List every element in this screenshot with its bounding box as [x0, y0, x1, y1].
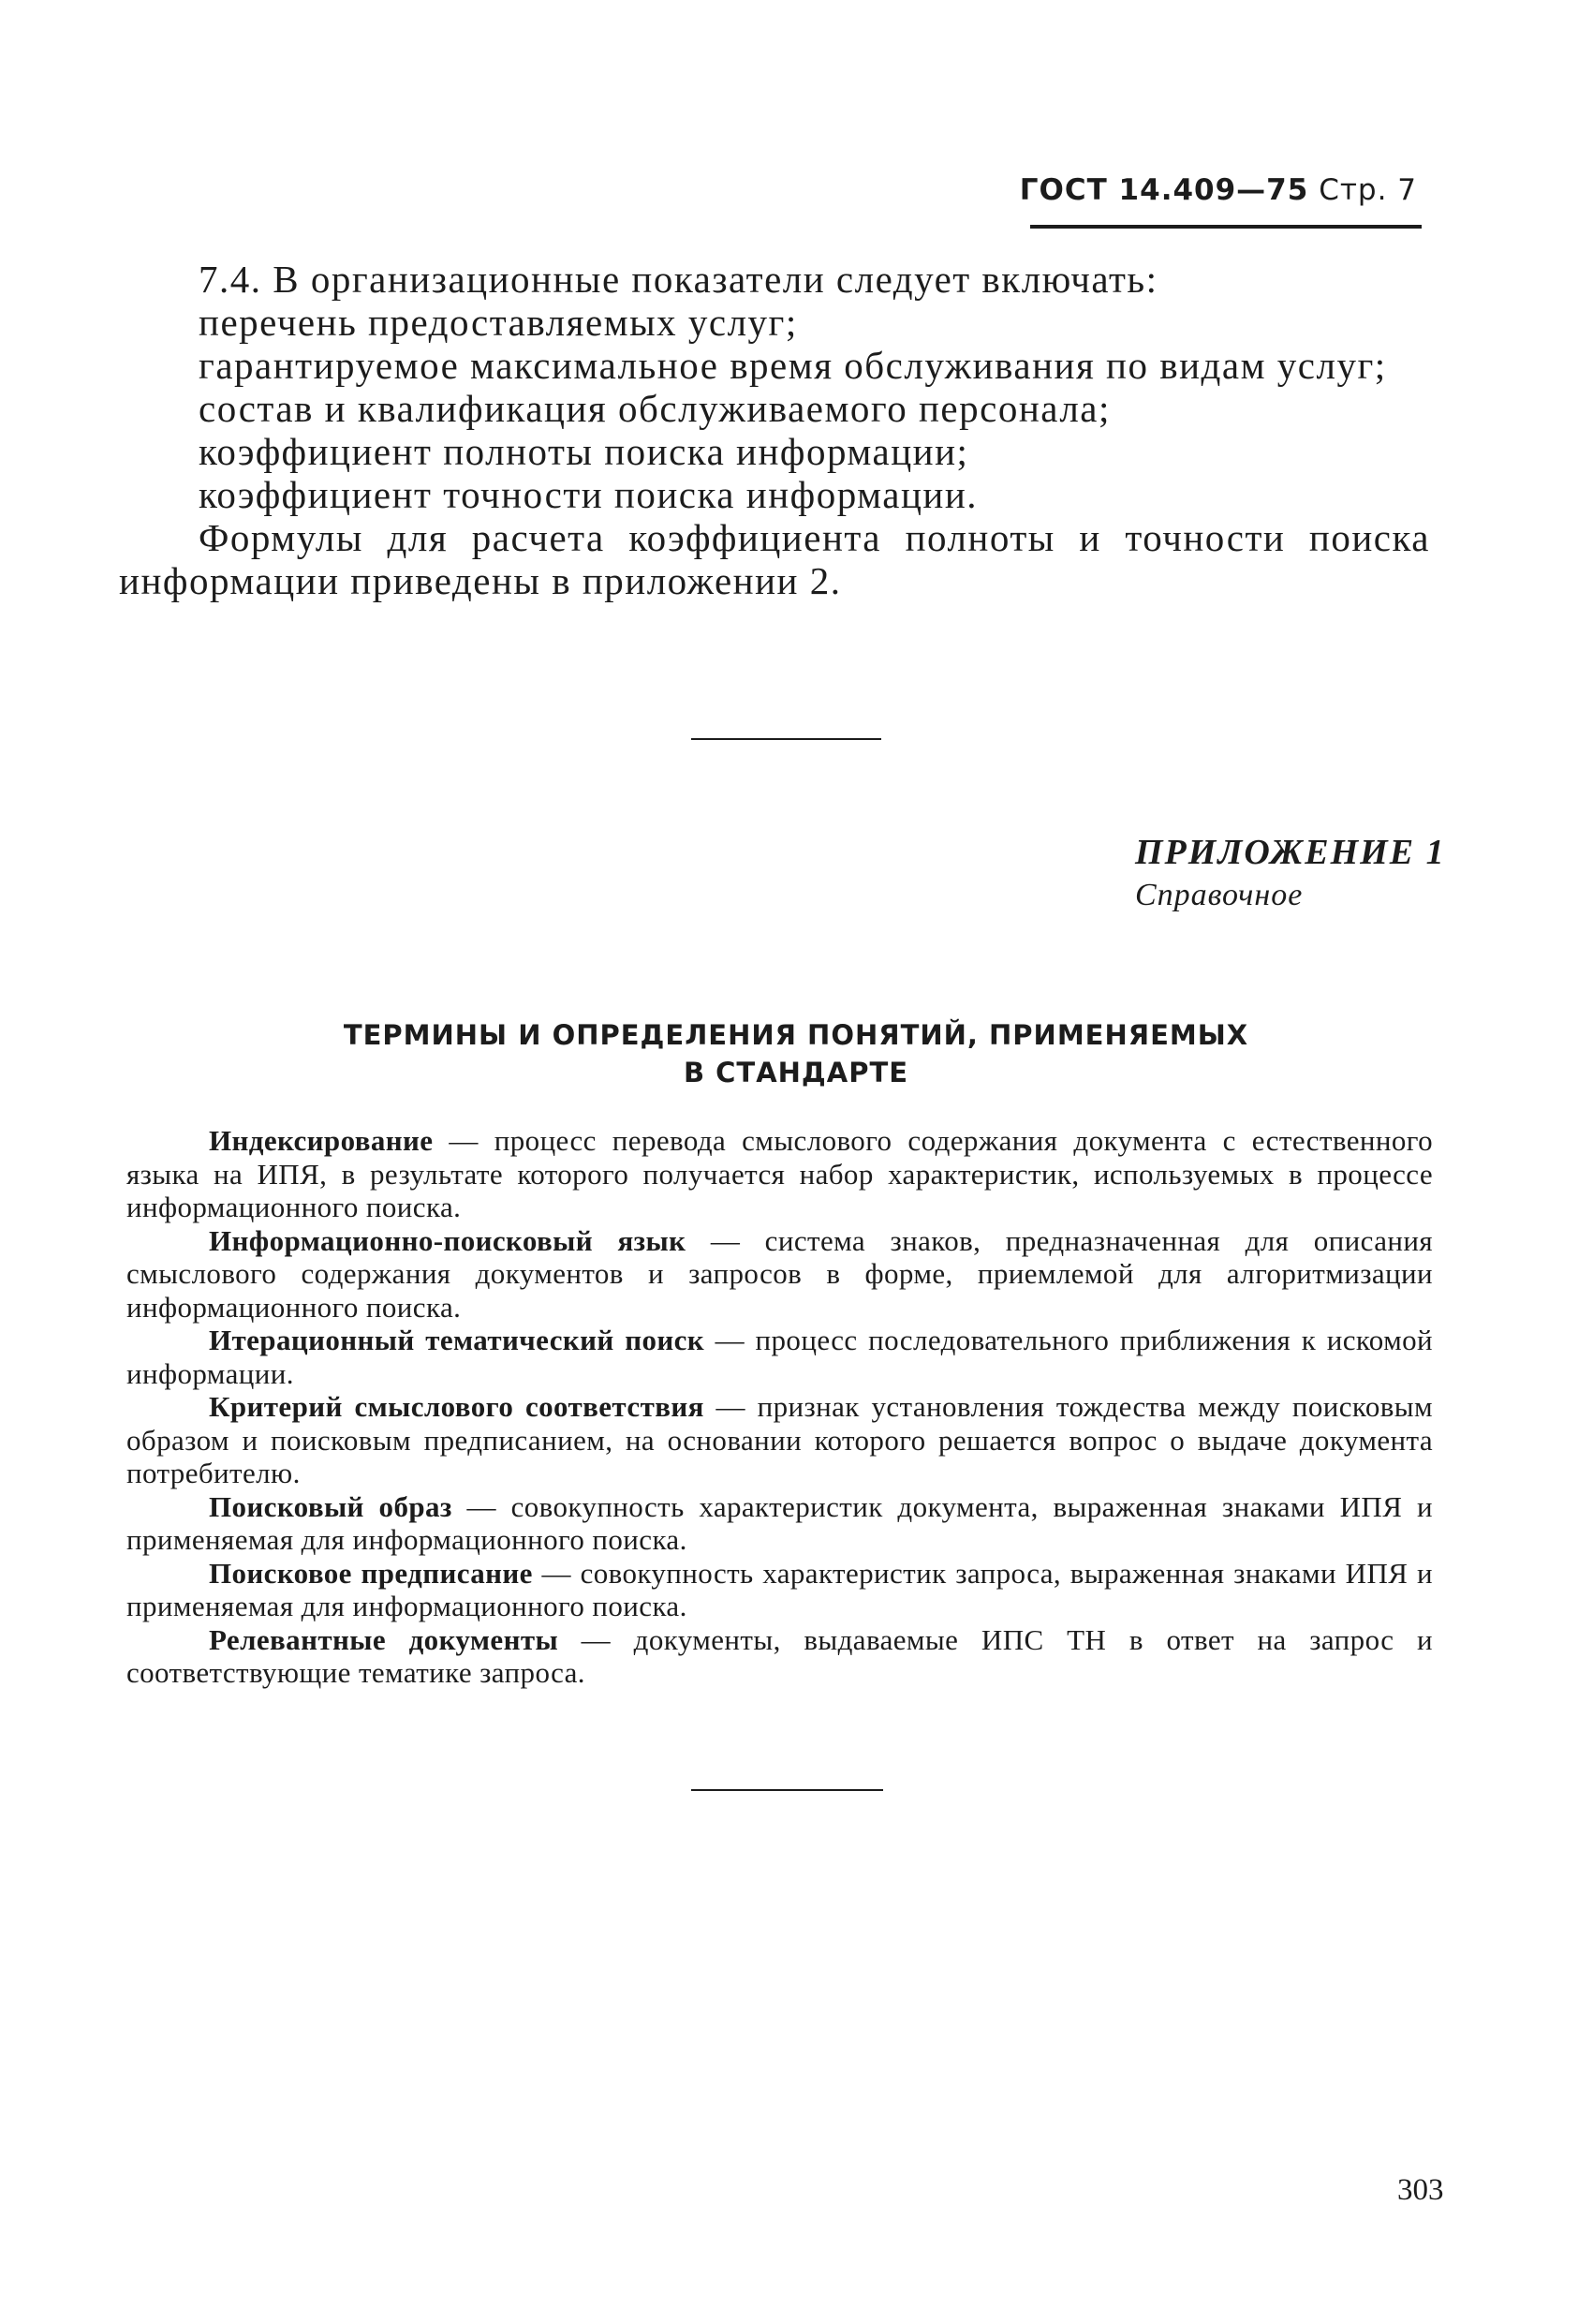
term-entry	[126, 1623, 1433, 1690]
term-name: Критерий смыслового соответствия	[209, 1390, 704, 1423]
term-entry	[126, 1124, 1433, 1224]
term-name: Индексирование	[209, 1124, 434, 1157]
page-label: Стр. 7	[1319, 173, 1417, 207]
term-definition: — документы, выдаваемые ИПС ТН в ответ на запрос и соответствующие тематике запроса.	[126, 1622, 1433, 1689]
section-7-4	[119, 258, 1430, 602]
appendix-title: ПРИЛОЖЕНИЕ 1	[1135, 833, 1446, 872]
appendix-subtitle: Справочное	[1135, 878, 1304, 912]
term-name: Информационно-поисковый язык	[209, 1223, 686, 1257]
term-name: Итерационный тематический поиск	[209, 1324, 705, 1356]
term-entry	[126, 1324, 1433, 1390]
paragraph-line: коэффициент полноты поиска информации;	[199, 430, 969, 473]
paragraph-line: Формулы для расчета коэффициента полноты и точности поиска информации приведены в приложении 2.	[119, 516, 1430, 602]
term-definition: — признак установления тождества между поисковым образом и поисковым предписанием, на основании которого решается вопрос о выдаче документа потребителю.	[126, 1390, 1433, 1489]
paragraph-line: 7.4. В организационные показатели следует включать:	[199, 258, 1158, 301]
term-name: Релевантные документы	[209, 1622, 559, 1656]
term-definition: — процесс перевода смыслового содержания документа с естественного языка на ИПЯ, в результате которого получается набор характеристик, используемых в процессе информационного поиска.	[126, 1124, 1433, 1223]
separator-rule	[691, 738, 881, 740]
terms-heading	[187, 1016, 1405, 1091]
term-definition: — система знаков, предназначенная для описания смыслового содержания документов и запросов в форме, приемлемой для алгоритмизации информационного поиска.	[126, 1223, 1433, 1324]
terms-heading-line: В СТАНДАРТЕ	[683, 1057, 909, 1088]
paragraph-line: состав и квалификация обслуживаемого персонала;	[199, 387, 1111, 430]
header-rule	[1030, 225, 1422, 229]
term-definition: — совокупность характеристик документа, выраженная знаками ИПЯ и применяемая для информационного поиска.	[126, 1489, 1433, 1556]
paragraph-line: коэффициент точности поиска информации.	[199, 473, 979, 516]
standard-number: ГОСТ 14.409—75	[1019, 173, 1309, 207]
terms-list	[126, 1124, 1433, 1690]
terms-heading-line: ТЕРМИНЫ И ОПРЕДЕЛЕНИЯ ПОНЯТИЙ, ПРИМЕНЯЕМЫХ	[343, 1019, 1249, 1051]
paragraph-line: перечень предоставляемых услуг;	[199, 301, 798, 344]
term-entry	[126, 1224, 1433, 1325]
term-entry	[126, 1490, 1433, 1557]
page-number: 303	[1397, 2173, 1444, 2207]
term-definition: — процесс последовательного приближения к искомой информации.	[126, 1324, 1433, 1390]
term-entry	[126, 1390, 1433, 1490]
running-header	[1020, 173, 1417, 207]
separator-rule	[691, 1789, 883, 1791]
term-entry	[126, 1557, 1433, 1623]
term-definition: — совокупность характеристик запроса, выраженная знаками ИПЯ и применяемая для информационного поиска.	[126, 1556, 1433, 1622]
paragraph-line: гарантируемое максимальное время обслуживания по видам услуг;	[199, 344, 1387, 387]
term-name: Поисковый образ	[209, 1489, 452, 1523]
term-name: Поисковое предписание	[209, 1556, 533, 1590]
